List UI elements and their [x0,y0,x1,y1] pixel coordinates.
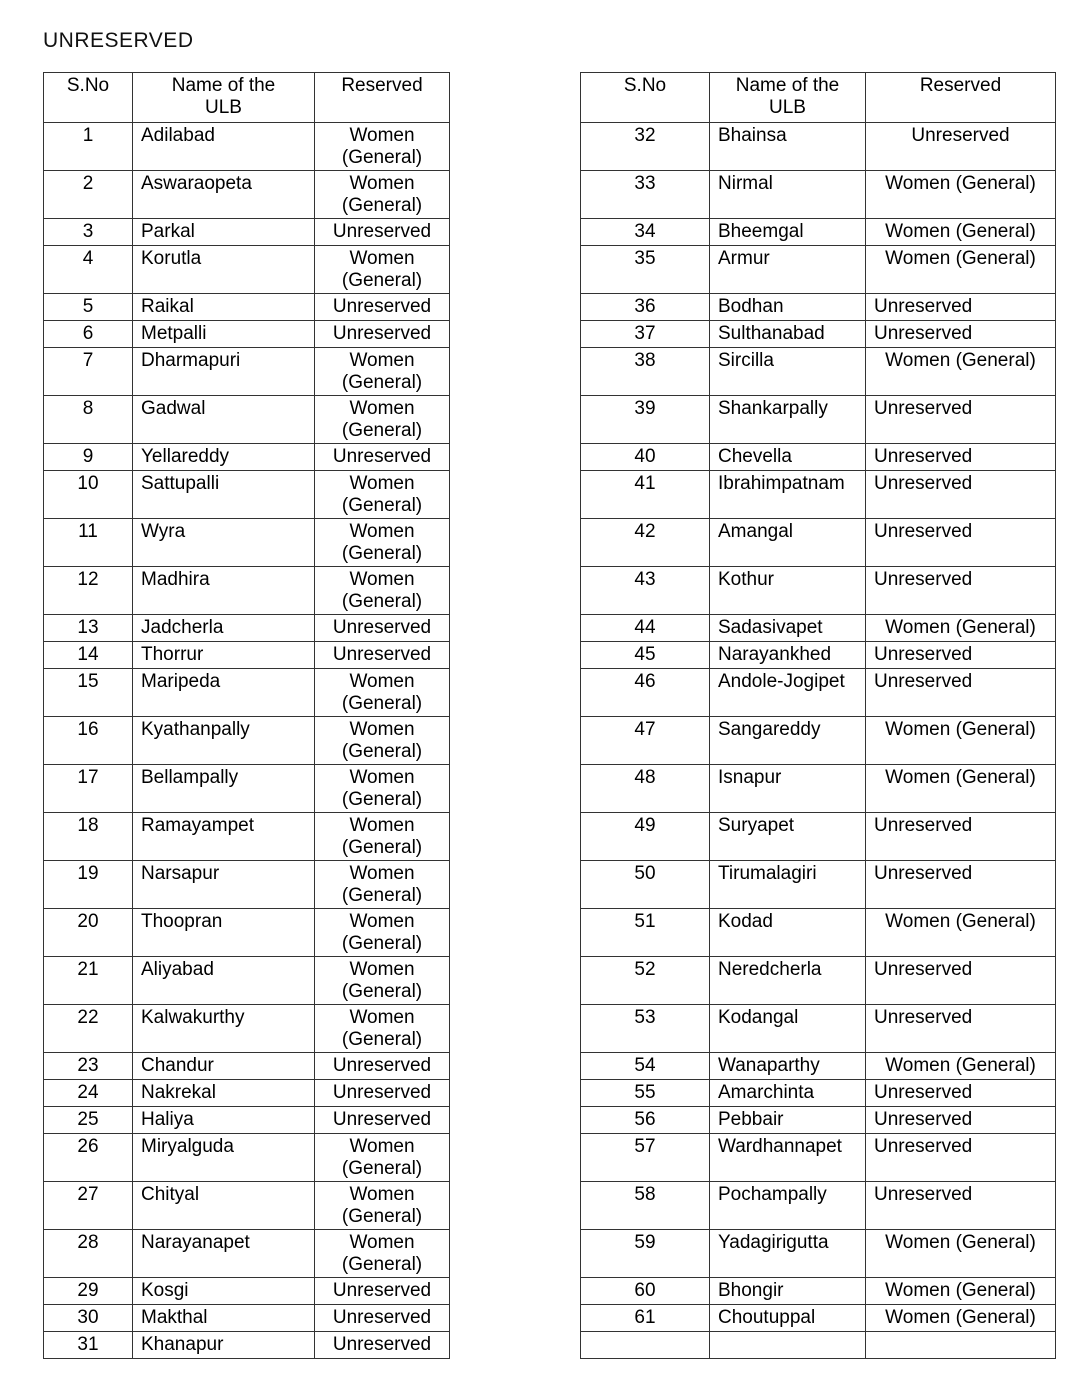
ulb-name-cell: Ramayampet [133,813,315,861]
serial-number-cell: 41 [581,471,710,519]
ulb-name-cell: Miryalguda [133,1134,315,1182]
serial-number-cell: 16 [44,717,133,765]
reserved-status-cell: Unreserved [866,471,1056,519]
table-row [44,909,1056,957]
serial-number-cell: 39 [581,396,710,444]
serial-number-cell: 3 [44,219,133,246]
reserved-status-cell: Unreserved [315,1053,450,1080]
table-gap [450,171,581,219]
ulb-name-cell: Bodhan [710,294,866,321]
ulb-name-cell: Pebbair [710,1107,866,1134]
reserved-status-cell: Women (General) [315,717,450,765]
column-header-name [710,73,866,123]
table-row [44,813,1056,861]
ulb-name-cell: Madhira [133,567,315,615]
reserved-status-cell: Unreserved [866,813,1056,861]
serial-number-cell: 50 [581,861,710,909]
ulb-name-cell: Isnapur [710,765,866,813]
table-row [44,294,1056,321]
table-gap [450,813,581,861]
serial-number-cell: 49 [581,813,710,861]
table-row [44,348,1056,396]
reserved-status-cell: Unreserved [866,669,1056,717]
reserved-status-cell: Unreserved [866,1080,1056,1107]
table-row [44,396,1056,444]
table-row [44,444,1056,471]
reserved-status-cell: Unreserved [315,219,450,246]
reserved-status-cell: Women (General) [315,567,450,615]
reserved-status-cell: Women (General) [866,219,1056,246]
serial-number-cell: 13 [44,615,133,642]
reserved-status-cell [866,1332,1056,1359]
reserved-status-cell: Unreserved [315,615,450,642]
ulb-name-cell: Sircilla [710,348,866,396]
serial-number-cell: 61 [581,1305,710,1332]
table-row [44,861,1056,909]
serial-number-cell: 7 [44,348,133,396]
table-row [44,1107,1056,1134]
reserved-status-cell: Unreserved [866,1005,1056,1053]
column-header-name [133,73,315,123]
table-row [44,642,1056,669]
reserved-status-cell: Women (General) [315,1182,450,1230]
table-row [44,1053,1056,1080]
reserved-status-cell: Women (General) [315,246,450,294]
ulb-name-cell: Shankarpally [710,396,866,444]
serial-number-cell: 33 [581,171,710,219]
reserved-status-cell: Women (General) [315,957,450,1005]
serial-number-cell: 42 [581,519,710,567]
serial-number-cell: 10 [44,471,133,519]
serial-number-cell: 37 [581,321,710,348]
serial-number-cell: 9 [44,444,133,471]
serial-number-cell: 19 [44,861,133,909]
table-gap [450,909,581,957]
ulb-name-cell: Yellareddy [133,444,315,471]
serial-number-cell: 47 [581,717,710,765]
ulb-name-cell: Kodad [710,909,866,957]
ulb-name-cell: Chityal [133,1182,315,1230]
ulb-name-cell: Amarchinta [710,1080,866,1107]
table-gap [450,246,581,294]
ulb-name-cell: Haliya [133,1107,315,1134]
serial-number-cell: 55 [581,1080,710,1107]
ulb-name-cell: Chevella [710,444,866,471]
reserved-status-cell: Unreserved [866,957,1056,1005]
reserved-status-cell: Women (General) [866,348,1056,396]
table-gap [450,1182,581,1230]
ulb-name-cell: Makthal [133,1305,315,1332]
ulb-name-cell: Narayankhed [710,642,866,669]
table-row [44,717,1056,765]
ulb-name-cell: Kodangal [710,1005,866,1053]
serial-number-cell: 58 [581,1182,710,1230]
reserved-status-cell: Women (General) [866,246,1056,294]
serial-number-cell: 27 [44,1182,133,1230]
ulb-name-cell: Amangal [710,519,866,567]
serial-number-cell: 52 [581,957,710,1005]
column-header-sno: S.No [581,73,710,123]
table-row [44,615,1056,642]
reserved-status-cell: Women (General) [315,348,450,396]
column-header-reserved: Reserved [315,73,450,123]
ulb-reservation-table [43,72,1056,1359]
reserved-status-cell: Women (General) [315,471,450,519]
reserved-status-cell: Women (General) [866,1305,1056,1332]
table-gap [450,861,581,909]
table-row [44,1134,1056,1182]
ulb-name-cell: Pochampally [710,1182,866,1230]
serial-number-cell: 44 [581,615,710,642]
serial-number-cell: 60 [581,1278,710,1305]
reserved-status-cell: Unreserved [315,1332,450,1359]
reserved-status-cell: Unreserved [866,1182,1056,1230]
table-row [44,1005,1056,1053]
reserved-status-cell: Women (General) [866,1278,1056,1305]
ulb-name-cell: Wardhannapet [710,1134,866,1182]
serial-number-cell: 46 [581,669,710,717]
reserved-status-cell: Unreserved [866,444,1056,471]
reserved-status-cell: Unreserved [866,294,1056,321]
table-row [44,765,1056,813]
reserved-status-cell: Women (General) [866,1053,1056,1080]
serial-number-cell: 53 [581,1005,710,1053]
table-row [44,957,1056,1005]
serial-number-cell: 12 [44,567,133,615]
reserved-status-cell: Unreserved [315,321,450,348]
table-gap [450,1305,581,1332]
reserved-status-cell: Unreserved [315,1107,450,1134]
reserved-status-cell: Unreserved [866,321,1056,348]
serial-number-cell: 32 [581,123,710,171]
table-row [44,1182,1056,1230]
table-row [44,123,1056,171]
table-row [44,321,1056,348]
reserved-status-cell: Women (General) [315,123,450,171]
ulb-name-cell: Khanapur [133,1332,315,1359]
table-gap [450,321,581,348]
table-gap [450,1278,581,1305]
ulb-name-cell: Thorrur [133,642,315,669]
serial-number-cell: 11 [44,519,133,567]
table-gap [450,1107,581,1134]
table-gap [450,615,581,642]
ulb-name-cell [710,1332,866,1359]
reserved-status-cell: Unreserved [315,1305,450,1332]
table-gap [450,717,581,765]
serial-number-cell: 2 [44,171,133,219]
table-gap [450,396,581,444]
reserved-status-cell: Unreserved [866,396,1056,444]
ulb-name-cell: Wyra [133,519,315,567]
serial-number-cell: 18 [44,813,133,861]
table-gap [450,471,581,519]
ulb-name-cell: Dharmapuri [133,348,315,396]
serial-number-cell: 43 [581,567,710,615]
header-row [44,73,1056,123]
serial-number-cell: 22 [44,1005,133,1053]
ulb-name-cell: Chandur [133,1053,315,1080]
table-gap [450,123,581,171]
ulb-name-cell: Gadwal [133,396,315,444]
reserved-status-cell: Unreserved [315,1080,450,1107]
ulb-name-cell: Sadasivapet [710,615,866,642]
ulb-name-cell: Suryapet [710,813,866,861]
ulb-name-cell: Sulthanabad [710,321,866,348]
table-row [44,246,1056,294]
ulb-name-cell: Maripeda [133,669,315,717]
reserved-status-cell: Unreserved [315,294,450,321]
serial-number-cell: 15 [44,669,133,717]
ulb-name-cell: Armur [710,246,866,294]
ulb-name-cell: Neredcherla [710,957,866,1005]
table-row [44,171,1056,219]
reserved-status-cell: Women (General) [315,1134,450,1182]
table-gap [450,1005,581,1053]
ulb-name-cell: Narsapur [133,861,315,909]
reserved-status-cell: Unreserved [866,861,1056,909]
ulb-name-cell: Kosgi [133,1278,315,1305]
page-title: UNRESERVED [43,29,194,52]
column-header-reserved: Reserved [866,73,1056,123]
ulb-name-cell: Andole-Jogipet [710,669,866,717]
reserved-status-cell: Unreserved [315,642,450,669]
ulb-name-cell: Kyathanpally [133,717,315,765]
serial-number-cell: 23 [44,1053,133,1080]
serial-number-cell: 5 [44,294,133,321]
ulb-name-cell: Tirumalagiri [710,861,866,909]
table-gap [450,669,581,717]
serial-number-cell: 57 [581,1134,710,1182]
table-row [44,669,1056,717]
table-gap [450,444,581,471]
table-gap [450,348,581,396]
table-gap [450,73,581,123]
table-gap [450,519,581,567]
reserved-status-cell: Women (General) [866,615,1056,642]
serial-number-cell: 54 [581,1053,710,1080]
table-row [44,471,1056,519]
reserved-status-cell: Women (General) [315,396,450,444]
table-row [44,1305,1056,1332]
serial-number-cell: 29 [44,1278,133,1305]
table-gap [450,1134,581,1182]
ulb-name-cell: Kalwakurthy [133,1005,315,1053]
reserved-status-cell: Women (General) [866,765,1056,813]
ulb-name-cell: Sattupalli [133,471,315,519]
ulb-name-cell: Aswaraopeta [133,171,315,219]
reserved-status-cell: Women (General) [315,171,450,219]
ulb-name-cell: Metpalli [133,321,315,348]
reserved-status-cell: Unreserved [866,123,1056,171]
reserved-status-cell: Women (General) [315,861,450,909]
serial-number-cell: 36 [581,294,710,321]
table-gap [450,1230,581,1278]
ulb-name-cell: Wanaparthy [710,1053,866,1080]
serial-number-cell: 56 [581,1107,710,1134]
serial-number-cell: 17 [44,765,133,813]
serial-number-cell: 25 [44,1107,133,1134]
ulb-name-cell: Narayanapet [133,1230,315,1278]
serial-number-cell: 48 [581,765,710,813]
table-gap [450,567,581,615]
ulb-name-cell: Kothur [710,567,866,615]
reserved-status-cell: Women (General) [315,1230,450,1278]
serial-number-cell: 45 [581,642,710,669]
serial-number-cell: 8 [44,396,133,444]
reserved-status-cell: Women (General) [866,1230,1056,1278]
table-gap [450,219,581,246]
serial-number-cell: 28 [44,1230,133,1278]
reserved-status-cell: Women (General) [315,669,450,717]
table-gap [450,765,581,813]
serial-number-cell [581,1332,710,1359]
serial-number-cell: 38 [581,348,710,396]
ulb-name-cell: Jadcherla [133,615,315,642]
table-row [44,219,1056,246]
ulb-name-cell: Bhainsa [710,123,866,171]
serial-number-cell: 35 [581,246,710,294]
serial-number-cell: 40 [581,444,710,471]
reserved-status-cell: Unreserved [315,1278,450,1305]
ulb-name-cell: Bellampally [133,765,315,813]
serial-number-cell: 14 [44,642,133,669]
column-header-name-text: Name of the ULB [735,75,840,118]
reserved-status-cell: Women (General) [315,909,450,957]
serial-number-cell: 4 [44,246,133,294]
ulb-name-cell: Raikal [133,294,315,321]
table-gap [450,1332,581,1359]
table-row [44,519,1056,567]
table-gap [450,957,581,1005]
serial-number-cell: 6 [44,321,133,348]
ulb-name-cell: Korutla [133,246,315,294]
serial-number-cell: 20 [44,909,133,957]
table-row [44,567,1056,615]
reserved-status-cell: Unreserved [866,567,1056,615]
table-gap [450,1080,581,1107]
reserved-status-cell: Unreserved [315,444,450,471]
table-row [44,1080,1056,1107]
table-row [44,1278,1056,1305]
serial-number-cell: 1 [44,123,133,171]
ulb-name-cell: Ibrahimpatnam [710,471,866,519]
serial-number-cell: 31 [44,1332,133,1359]
table-row [44,1332,1056,1359]
table-gap [450,294,581,321]
reserved-status-cell: Women (General) [315,813,450,861]
column-header-sno: S.No [44,73,133,123]
column-header-name-text: Name of the ULB [171,75,276,118]
serial-number-cell: 30 [44,1305,133,1332]
ulb-name-cell: Parkal [133,219,315,246]
reserved-status-cell: Women (General) [866,171,1056,219]
reserved-status-cell: Women (General) [315,519,450,567]
serial-number-cell: 21 [44,957,133,1005]
serial-number-cell: 24 [44,1080,133,1107]
reserved-status-cell: Unreserved [866,642,1056,669]
serial-number-cell: 51 [581,909,710,957]
serial-number-cell: 26 [44,1134,133,1182]
serial-number-cell: 59 [581,1230,710,1278]
table-gap [450,1053,581,1080]
ulb-name-cell: Nirmal [710,171,866,219]
ulb-name-cell: Bheemgal [710,219,866,246]
table-row [44,1230,1056,1278]
ulb-name-cell: Thoopran [133,909,315,957]
ulb-name-cell: Adilabad [133,123,315,171]
reserved-status-cell: Women (General) [315,765,450,813]
reserved-status-cell: Women (General) [866,717,1056,765]
ulb-table-body [44,73,1056,1359]
reserved-status-cell: Unreserved [866,1107,1056,1134]
ulb-name-cell: Choutuppal [710,1305,866,1332]
reserved-status-cell: Women (General) [315,1005,450,1053]
ulb-name-cell: Sangareddy [710,717,866,765]
ulb-name-cell: Bhongir [710,1278,866,1305]
reserved-status-cell: Unreserved [866,519,1056,567]
table-gap [450,642,581,669]
reserved-status-cell: Women (General) [866,909,1056,957]
ulb-name-cell: Nakrekal [133,1080,315,1107]
reserved-status-cell: Unreserved [866,1134,1056,1182]
serial-number-cell: 34 [581,219,710,246]
ulb-name-cell: Yadagirigutta [710,1230,866,1278]
ulb-name-cell: Aliyabad [133,957,315,1005]
